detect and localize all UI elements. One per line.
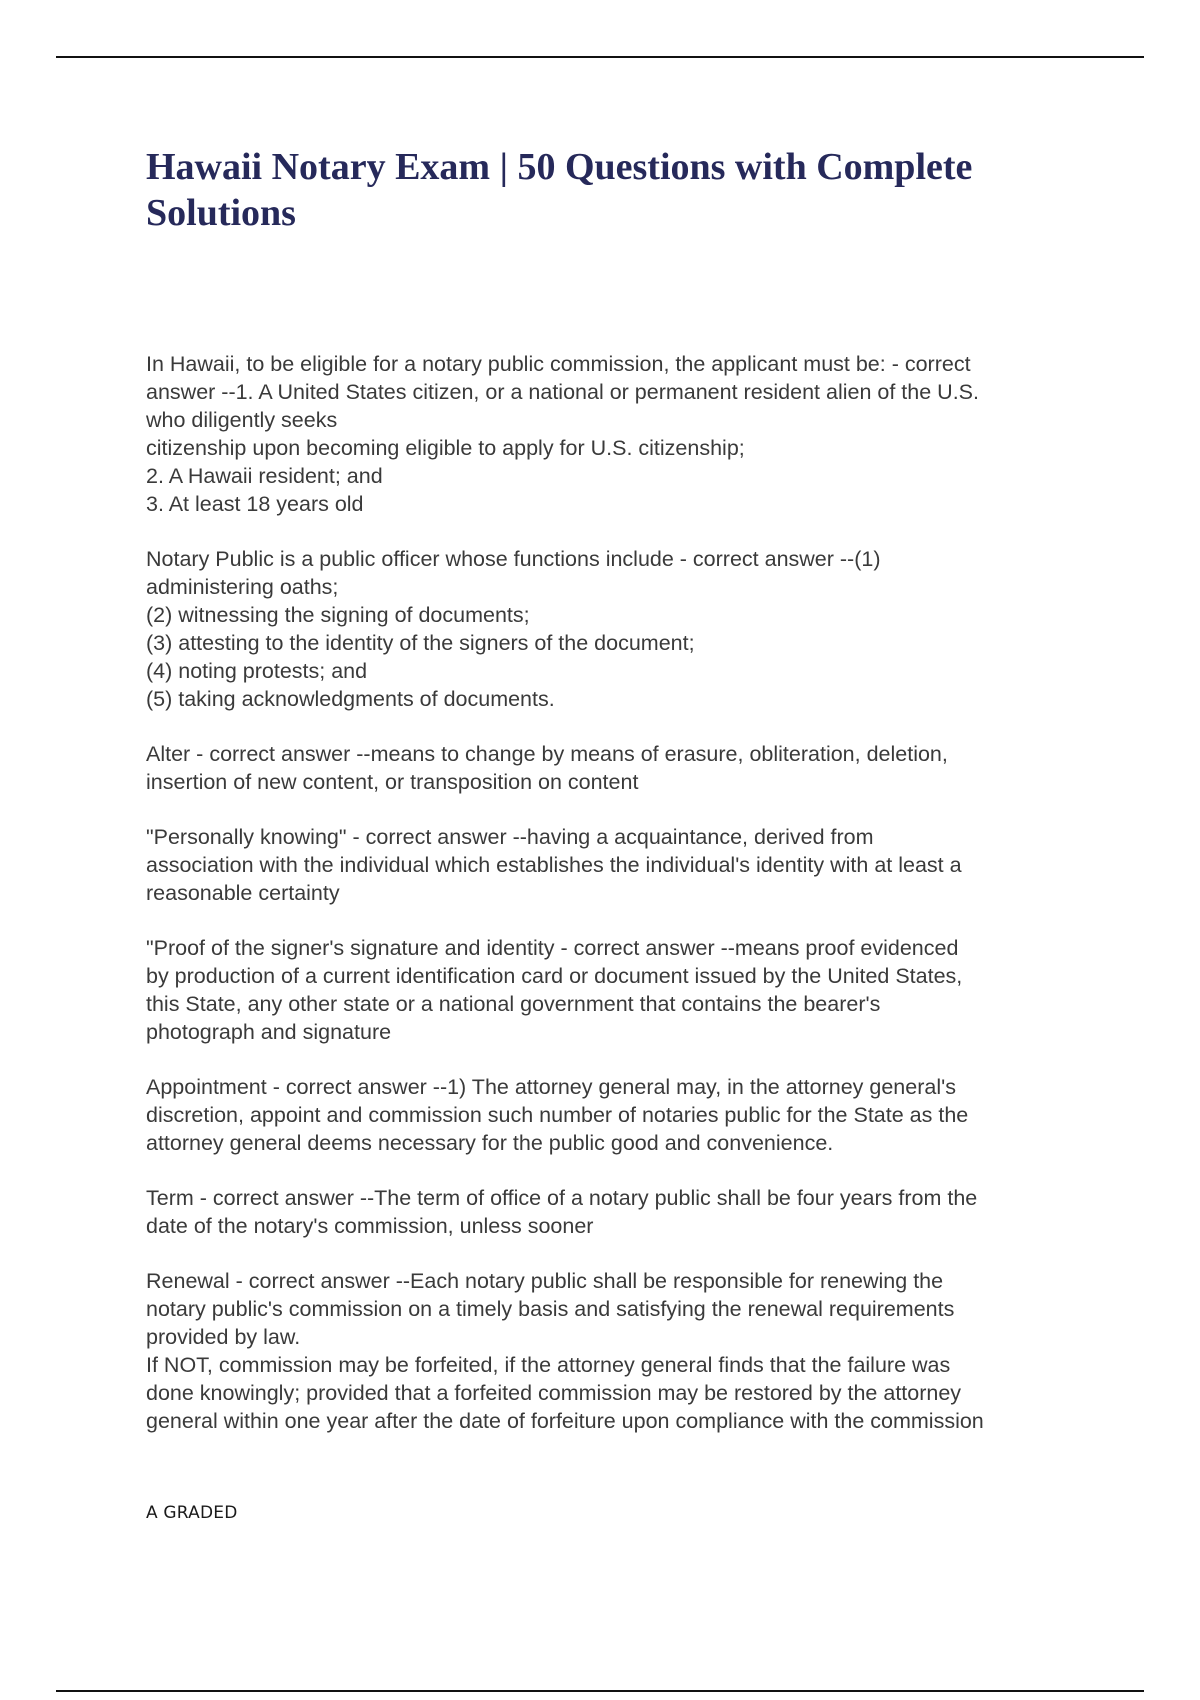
text-line: "Proof of the signer's signature and identity - correct answer --means proof evidenced [146,936,959,960]
text-line: date of the notary's commission, unless sooner [146,1214,594,1238]
text-line: administering oaths; [146,575,339,599]
text-line: reasonable certainty [146,881,340,905]
text-line: photograph and signature [146,1020,392,1044]
text-line: who diligently seeks [146,408,338,432]
text-line: Notary Public is a public officer whose functions include - correct answer --(1) [146,547,881,571]
text-line: In Hawaii, to be eligible for a notary public commission, the applicant must be: - correct [146,352,971,376]
qa-entry-alter [146,740,1096,796]
qa-entry-proof-of-signature [146,934,1096,1046]
text-line: Renewal - correct answer --Each notary public shall be responsible for renewing the [146,1269,944,1293]
text-line: (4) noting protests; and [146,659,368,683]
text-line: done knowingly; provided that a forfeited commission may be restored by the attorney [146,1381,962,1405]
text-line: Alter - correct answer --means to change by means of erasure, obliteration, deletion, [146,742,948,766]
qa-entry-renewal [146,1267,1096,1435]
text-line: association with the individual which establishes the individual's identity with at least a [146,853,962,877]
text-line: discretion, appoint and commission such number of notaries public for the State as the [146,1103,969,1127]
text-line: this State, any other state or a national government that contains the bearer's [146,992,881,1016]
qa-entry-personally-knowing [146,823,1096,907]
document-title: Hawaii Notary Exam | 50 Questions with Complete Solutions [146,146,973,234]
text-line: 3. At least 18 years old [146,492,364,516]
qa-entry-term [146,1184,1096,1240]
top-rule [56,56,1144,58]
text-line: general within one year after the date of forfeiture upon compliance with the commission [146,1409,984,1433]
text-line: by production of a current identification card or document issued by the United States, [146,964,963,988]
qa-entry-notary-functions [146,545,1096,713]
text-line: answer --1. A United States citizen, or a national or permanent resident alien of the U.S. [146,380,979,404]
text-line: (3) attesting to the identity of the signers of the document; [146,631,695,655]
text-line: If NOT, commission may be forfeited, if the attorney general finds that the failure was [146,1353,951,1377]
text-line: provided by law. [146,1325,301,1349]
text-line: (5) taking acknowledgments of documents. [146,687,555,711]
text-line: citizenship upon becoming eligible to apply for U.S. citizenship; [146,436,745,460]
document-body [146,350,1096,1462]
text-line: "Personally knowing" - correct answer --having a acquaintance, derived from [146,825,874,849]
text-line: 2. A Hawaii resident; and [146,464,383,488]
text-line: Appointment - correct answer --1) The attorney general may, in the attorney general's [146,1075,956,1099]
text-line: attorney general deems necessary for the public good and convenience. [146,1131,834,1155]
qa-entry-eligibility [146,350,1096,518]
text-line: (2) witnessing the signing of documents; [146,603,530,627]
bottom-rule [56,1690,1144,1692]
text-line: Term - correct answer --The term of office of a notary public shall be four years from the [146,1186,978,1210]
text-line: notary public's commission on a timely basis and satisfying the renewal requirements [146,1297,955,1321]
qa-entry-appointment [146,1073,1096,1157]
text-line: insertion of new content, or transposition on content [146,770,639,794]
footer-label: A GRADED [146,1503,238,1523]
